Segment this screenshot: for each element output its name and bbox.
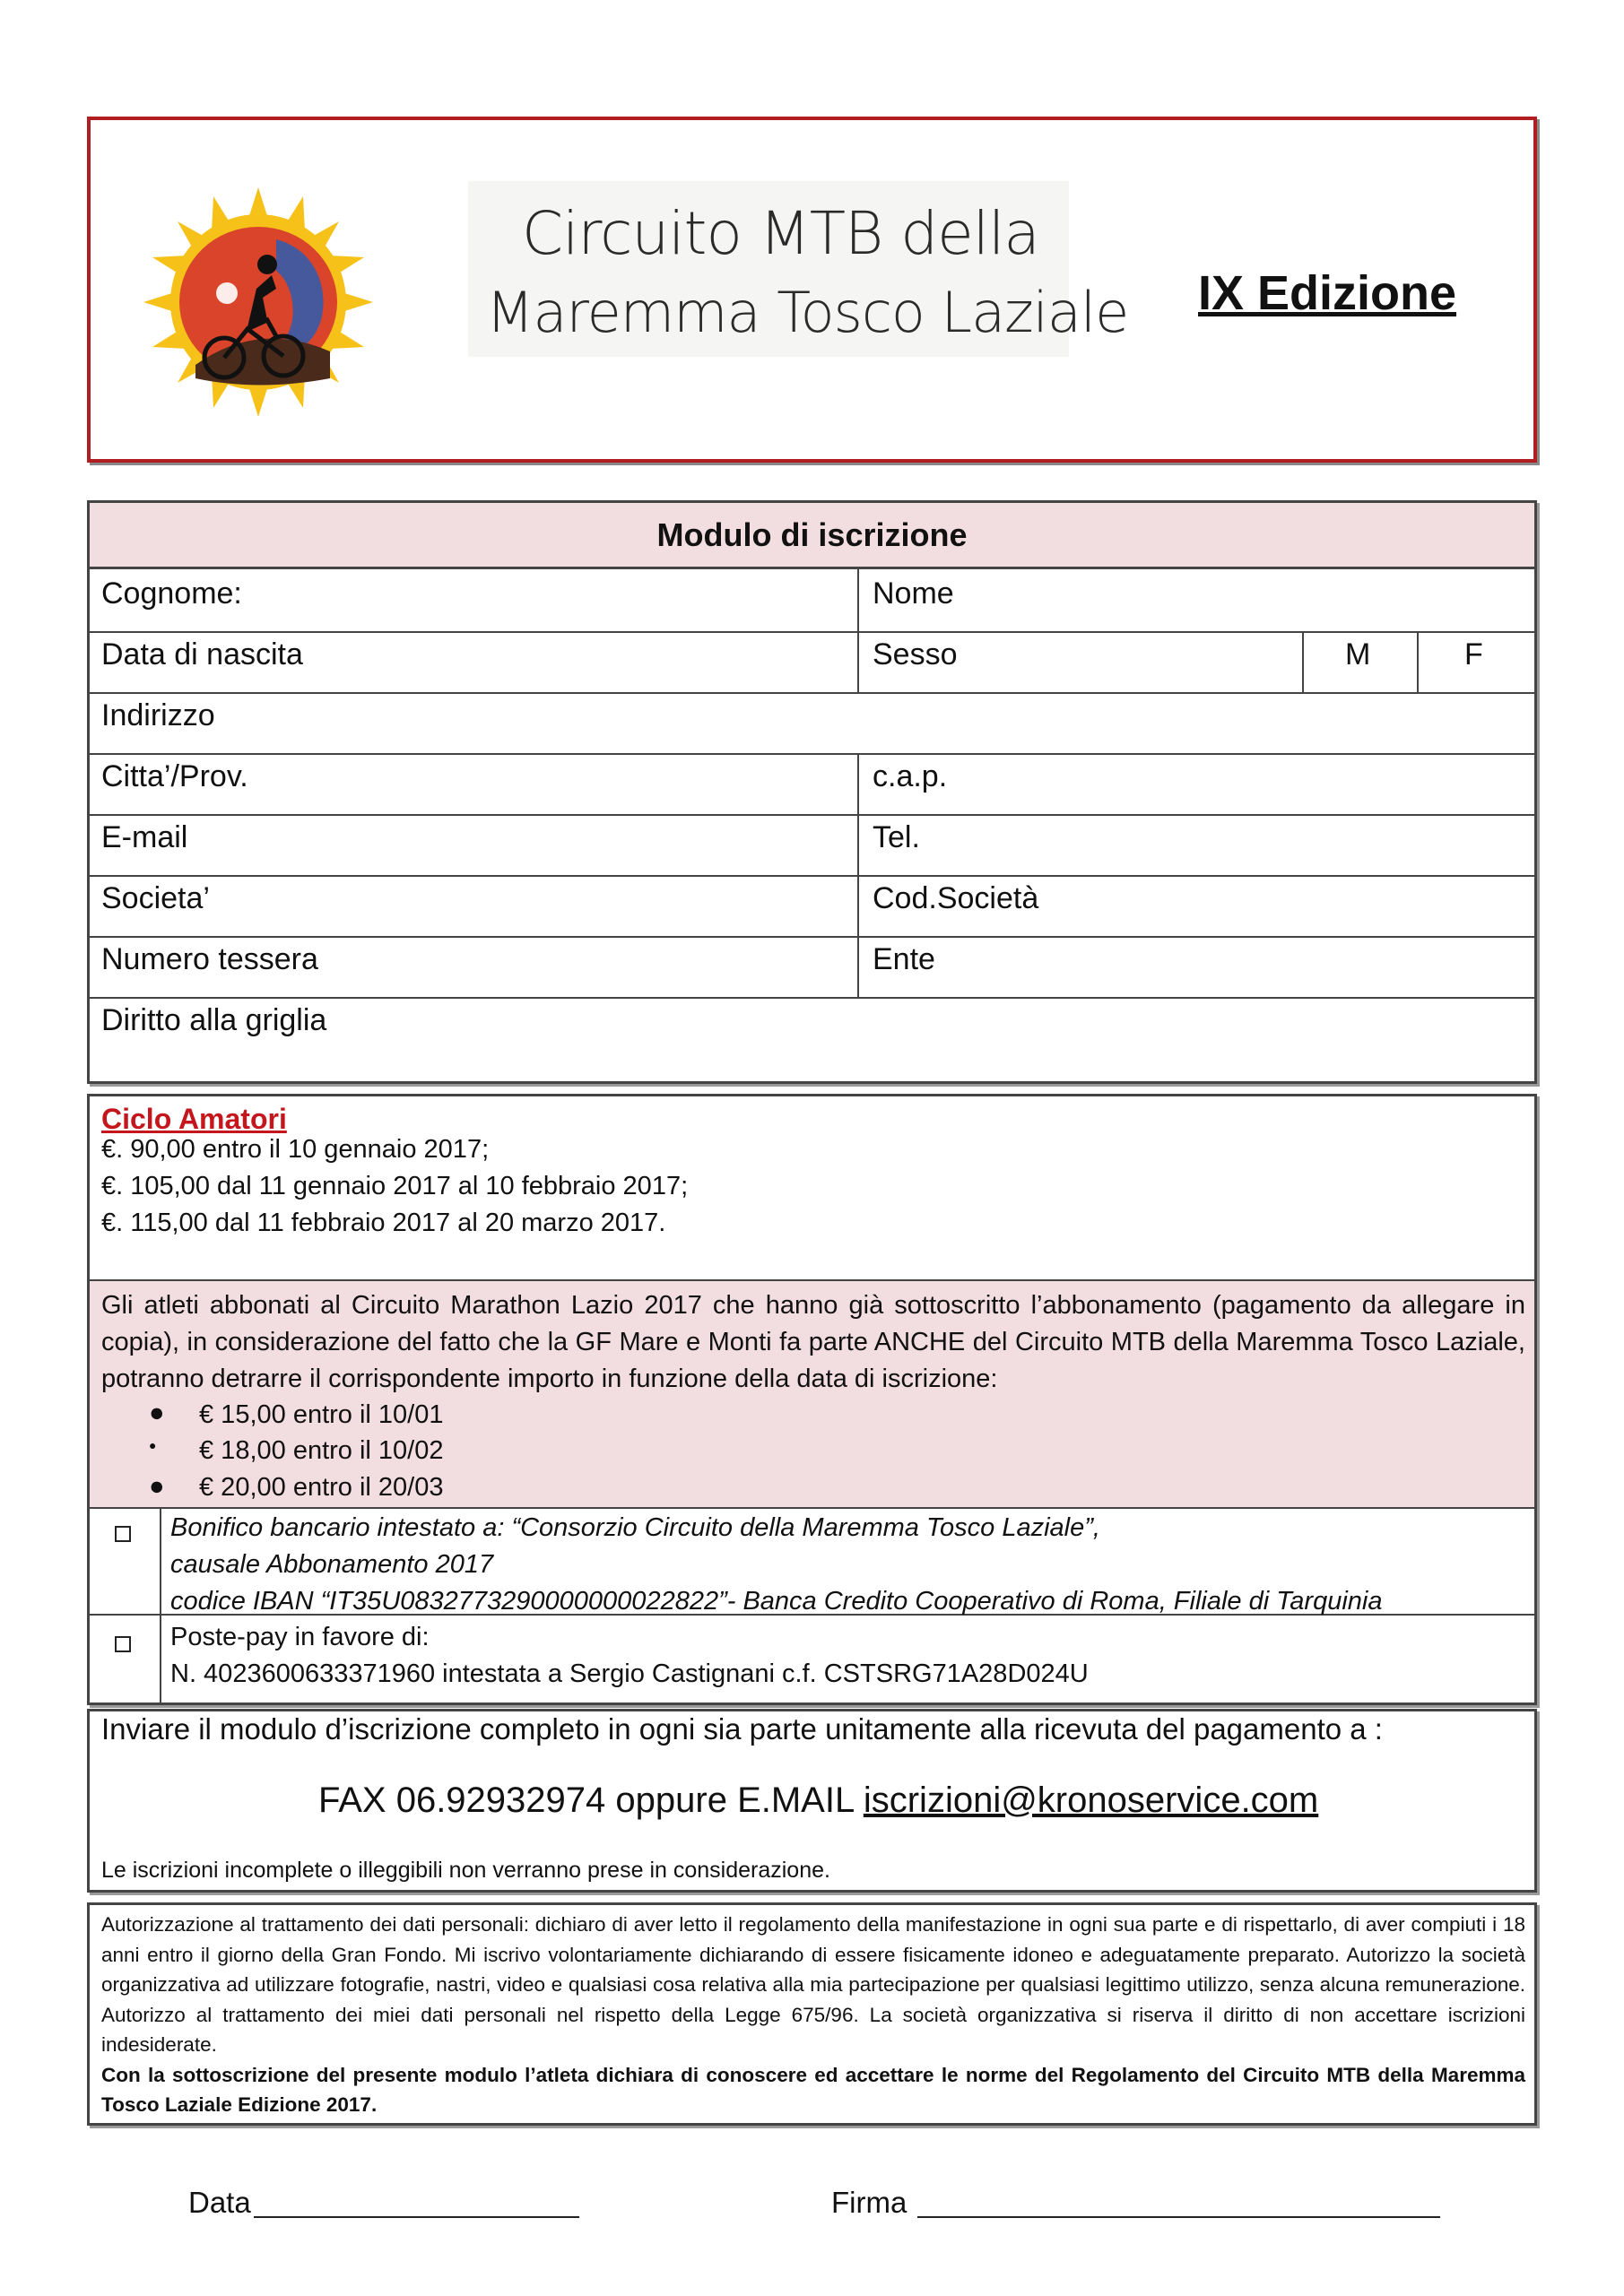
fax-prefix: FAX xyxy=(318,1780,396,1820)
column-divider xyxy=(857,753,859,997)
discount-item: € 20,00 entro il 20/03 xyxy=(199,1473,444,1502)
fax-number: 06.92932974 xyxy=(395,1780,606,1820)
circuit-title-line2: Maremma Tosco Laziale xyxy=(486,280,1129,345)
date-label: Data xyxy=(188,2186,251,2219)
table-row-divider xyxy=(90,631,1534,633)
contact-line xyxy=(318,1780,1318,1821)
cap-field[interactable]: c.a.p. xyxy=(873,759,948,793)
bullet-icon: ● xyxy=(149,1399,165,1427)
table-row-divider xyxy=(90,814,1534,816)
bank-transfer-iban: codice IBAN “IT35U0832773290000000022822”- Banca Credito Cooperativo di Roma, Filiale di Tarquinia xyxy=(170,1587,1383,1616)
table-row-divider xyxy=(90,997,1534,999)
tel-field[interactable]: Tel. xyxy=(873,820,920,854)
sex-option-m[interactable]: M xyxy=(1345,637,1371,671)
incomplete-note: Le iscrizioni incomplete o illeggibili non verranno prese in considerazione. xyxy=(101,1858,830,1883)
oppure-text: oppure xyxy=(605,1780,738,1820)
discount-item: € 18,00 entro il 10/02 xyxy=(199,1436,444,1465)
nome-field[interactable]: Nome xyxy=(873,576,954,611)
birth-date-field[interactable]: Data di nascita xyxy=(101,637,303,671)
ente-field[interactable]: Ente xyxy=(873,942,935,976)
send-instruction: Inviare il modulo d’iscrizione completo in ogni sia parte unitamente alla ricevuta del pagamento a : xyxy=(101,1712,1383,1746)
table-row-divider xyxy=(90,875,1534,877)
subscriber-discount-text: Gli atleti abbonati al Circuito Marathon Lazio 2017 che hanno già sottoscritto l’abbonamento (pagamento da allegare in copia), in considerazione del fatto che la GF Mare e Monti fa parte ANCHE del Circuito MTB della Maremma Tosco Laziale, potranno detrarre il corrispondente importo in funzione della data di iscrizione: xyxy=(101,1291,1525,1393)
bank-transfer-line: Bonifico bancario intestato a: “Consorzio Circuito della Maremma Tosco Laziale”, xyxy=(170,1513,1100,1542)
sex-label: Sesso xyxy=(873,637,958,671)
fee-line: €. 90,00 entro il 10 gennaio 2017; xyxy=(101,1135,490,1164)
fee-line: €. 115,00 dal 11 febbraio 2017 al 20 marzo 2017. xyxy=(101,1209,666,1237)
bank-transfer-checkbox[interactable] xyxy=(115,1526,131,1542)
column-divider xyxy=(1302,631,1304,692)
privacy-text xyxy=(101,1910,1525,2120)
edition-label: IX Edizione xyxy=(1198,266,1457,320)
team-code-field[interactable]: Cod.Società xyxy=(873,881,1039,915)
table-row-divider xyxy=(90,936,1534,938)
form-title: Modulo di iscrizione xyxy=(90,503,1534,569)
email-prefix: E.MAIL xyxy=(737,1780,864,1820)
postepay-checkbox[interactable] xyxy=(115,1636,131,1652)
discount-item: € 15,00 entro il 10/01 xyxy=(199,1400,444,1429)
table-row-divider xyxy=(90,753,1534,755)
bank-transfer-line: causale Abbonamento 2017 xyxy=(170,1550,494,1579)
circuit-title-line1: Circuito MTB della xyxy=(522,199,1039,268)
ciclo-amatori-title: Ciclo Amatori xyxy=(101,1103,287,1135)
bullet-icon: ● xyxy=(149,1472,165,1501)
column-divider xyxy=(160,1507,161,1703)
postepay-line: N. 4023600633371960 intestata a Sergio Castignani c.f. CSTSRG71A28D024U xyxy=(170,1659,1089,1688)
table-row-divider xyxy=(90,692,1534,694)
table-row-divider xyxy=(90,1279,1534,1281)
table-row-divider xyxy=(90,1507,1534,1509)
city-field[interactable]: Citta’/Prov. xyxy=(101,759,248,793)
column-divider xyxy=(1417,631,1419,692)
privacy-authorization: Autorizzazione al trattamento dei dati personali: dichiaro di aver letto il regolamento della manifestazione in ogni sua parte e di rispettarlo, di aver compiuti i 18 anni entro il giorno della Gran Fondo. Mi iscrivo volontariamente dichiarando di essere fisicamente idoneo e adeguatamente preparato. Autorizzo la società organizzativa ad utilizzare fotografie, nastri, video e qualsiasi cosa relativa alla mia partecipazione per qualsiasi legittimo utilizzo, senza alcuna remunerazione. Autorizzo al trattamento dei miei dati personali nel rispetto della Legge 675/96. La società organizzativa si riserva il diritto di non accettare iscrizioni indesiderate. xyxy=(101,1913,1525,2056)
privacy-acceptance: Con la sottoscrizione del presente modulo l’atleta dichiara di conoscere ed accettare le norme del Regolamento del Circuito MTB della Maremma Tosco Laziale Edizione 2017. xyxy=(101,2063,1525,2116)
sex-option-f[interactable]: F xyxy=(1464,637,1483,671)
cognome-field[interactable]: Cognome: xyxy=(101,576,242,611)
bullet-icon: ● xyxy=(149,1438,157,1452)
postepay-line: Poste-pay in favore di: xyxy=(170,1623,430,1651)
signature-label: Firma xyxy=(831,2186,908,2219)
cyclist-sun-logo-icon xyxy=(142,186,375,419)
email-field[interactable]: E-mail xyxy=(101,820,188,854)
address-field[interactable]: Indirizzo xyxy=(101,698,215,732)
email-link[interactable]: iscrizioni@kronoservice.com xyxy=(863,1780,1319,1820)
fee-line: €. 105,00 dal 11 gennaio 2017 al 10 febbraio 2017; xyxy=(101,1172,689,1200)
column-divider xyxy=(857,569,859,692)
date-signature-line[interactable] xyxy=(254,2216,579,2218)
grid-right-field[interactable]: Diritto alla griglia xyxy=(101,1003,327,1037)
card-number-field[interactable]: Numero tessera xyxy=(101,942,318,976)
signature-line[interactable] xyxy=(917,2216,1440,2218)
team-field[interactable]: Societa’ xyxy=(101,881,210,915)
